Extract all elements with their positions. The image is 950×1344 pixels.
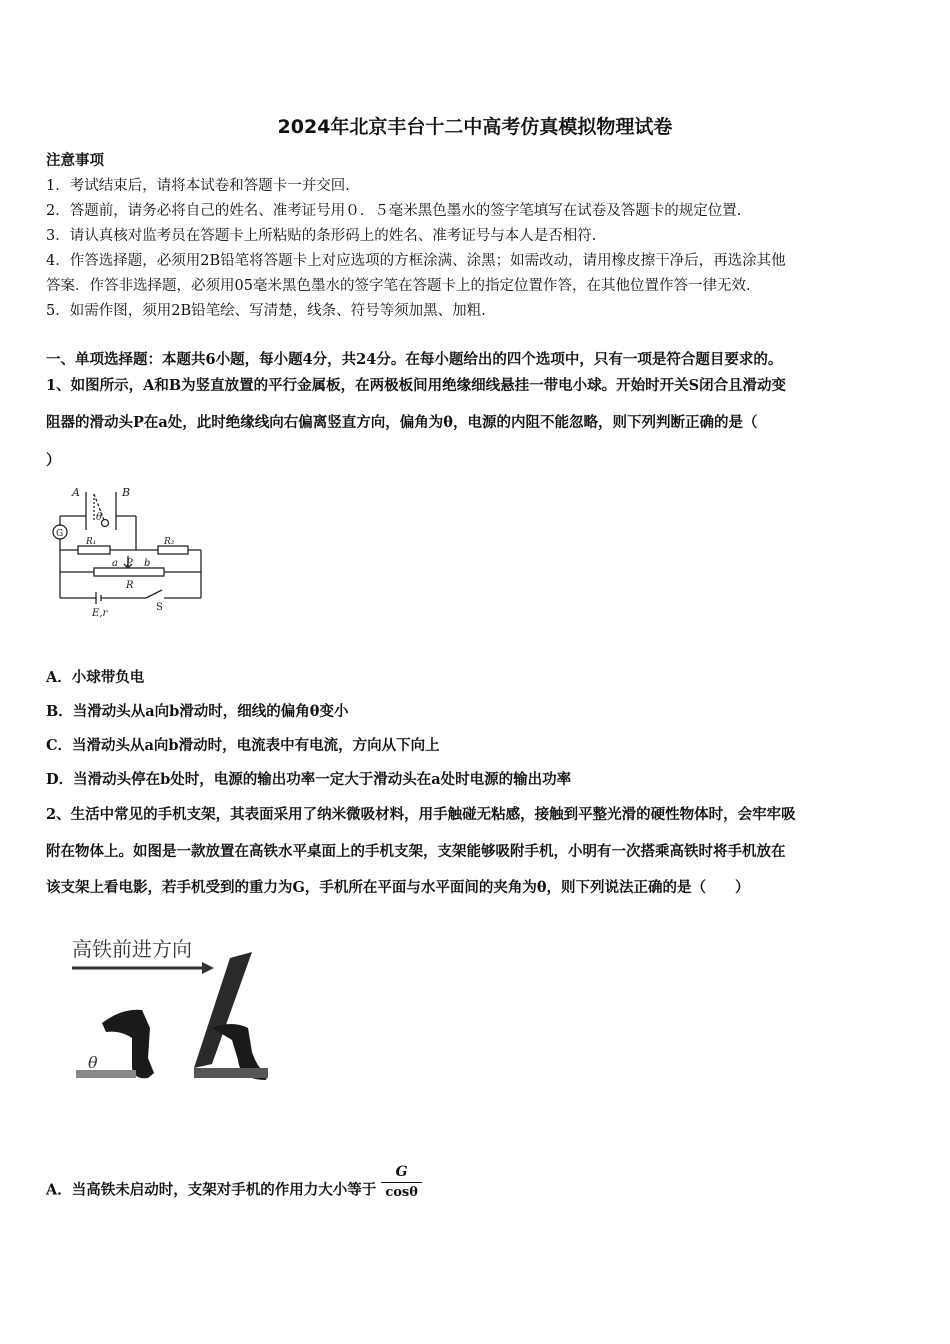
notice-heading: 注意事项 [46,152,104,169]
fraction-denominator: cosθ [381,1182,422,1203]
q1-option-c: C．当滑动头从a向b滑动时，电流表中有电流，方向从下向上 [46,737,440,754]
notice-item: 2．答题前，请务必将自己的姓名、准考证号用０．５毫米黑色墨水的签字笔填写在试卷及答题卡的规定位置. [46,203,742,219]
figure-theta: θ [88,1053,98,1072]
label-g: G [56,529,64,539]
q1-option-b: B．当滑动头从a向b滑动时，细线的偏角θ变小 [46,703,349,720]
label-s: S [156,602,163,613]
fraction-numerator: G [395,1164,408,1180]
notice-item: 3．请认真核对监考员在答题卡上所粘贴的条形码上的姓名、准考证号与本人是否相符. [46,228,597,244]
label-theta: θ [96,512,103,523]
label-r: R [126,580,134,591]
page-title: 2024年北京丰台十二中高考仿真模拟物理试卷 [277,116,673,138]
figure-caption: 高铁前进方向 [72,937,192,961]
question-1-line-3: ） [46,452,61,469]
phone-stand-figure [62,928,292,1098]
circuit-diagram [46,482,211,622]
q1-option-d: D．当滑动头停在b处时，电源的输出功率一定大于滑动头在a处时电源的输出功率 [46,771,572,788]
label-plate-b: B [122,486,131,499]
question-1-line-2: 阻器的滑动头P在a处，此时绝缘线向右偏离竖直方向，偏角为θ，电源的内阻不能忽略，则下列判断正确的是（ [46,414,758,431]
q2-option-a [46,1164,422,1211]
question-1-line-1: 1、如图所示，A和B为竖直放置的平行金属板，在两极板间用绝缘细线悬挂一带电小球。开始时开关S闭合且滑动变 [46,377,787,394]
label-r1: R₁ [86,537,97,547]
label-r2: R₂ [164,537,175,547]
fraction [381,1162,422,1203]
label-p: P [126,558,133,569]
section-heading: 一、单项选择题：本题共6小题，每小题4分，共24分。在每小题给出的四个选项中，只有一项是符合题目要求的。 [46,351,783,368]
notice-item: 答案．作答非选择题，必须用05毫米黑色墨水的签字笔在答题卡上的指定位置作答，在其他位置作答一律无效. [46,278,751,294]
label-plate-a: A [72,486,80,499]
notice-item: 1．考试结束后，请将本试卷和答题卡一并交回. [46,178,350,194]
question-2-line-3: 该支架上看电影，若手机受到的重力为G，手机所在平面与水平面间的夹角为θ，则下列说法正确的是（ ） [46,879,750,896]
label-er: E,r [92,608,108,619]
notice-item: 4．作答选择题，必须用2B铅笔将答题卡上对应选项的方框涂满、涂黑；如需改动，请用橡皮擦干净后，再选涂其他 [46,253,786,269]
notice-item: 5．如需作图，须用2B铅笔绘、写清楚，线条、符号等须加黑、加粗. [46,303,486,319]
question-2-line-2: 附在物体上。如图是一款放置在高铁水平桌面上的手机支架，支架能够吸附手机，小明有一次搭乘高铁时将手机放在 [46,843,786,860]
question-2-line-1: 2、生活中常见的手机支架，其表面采用了纳米微吸材料，用手触碰无粘感，接触到平整光滑的硬性物体时，会牢牢吸 [46,806,796,823]
q2-option-a-text: A．当高铁未启动时，支架对手机的作用力大小等于 [46,1181,377,1199]
label-b: b [144,558,151,569]
q1-option-a: A．小球带负电 [46,669,145,686]
label-a: a [112,558,118,569]
